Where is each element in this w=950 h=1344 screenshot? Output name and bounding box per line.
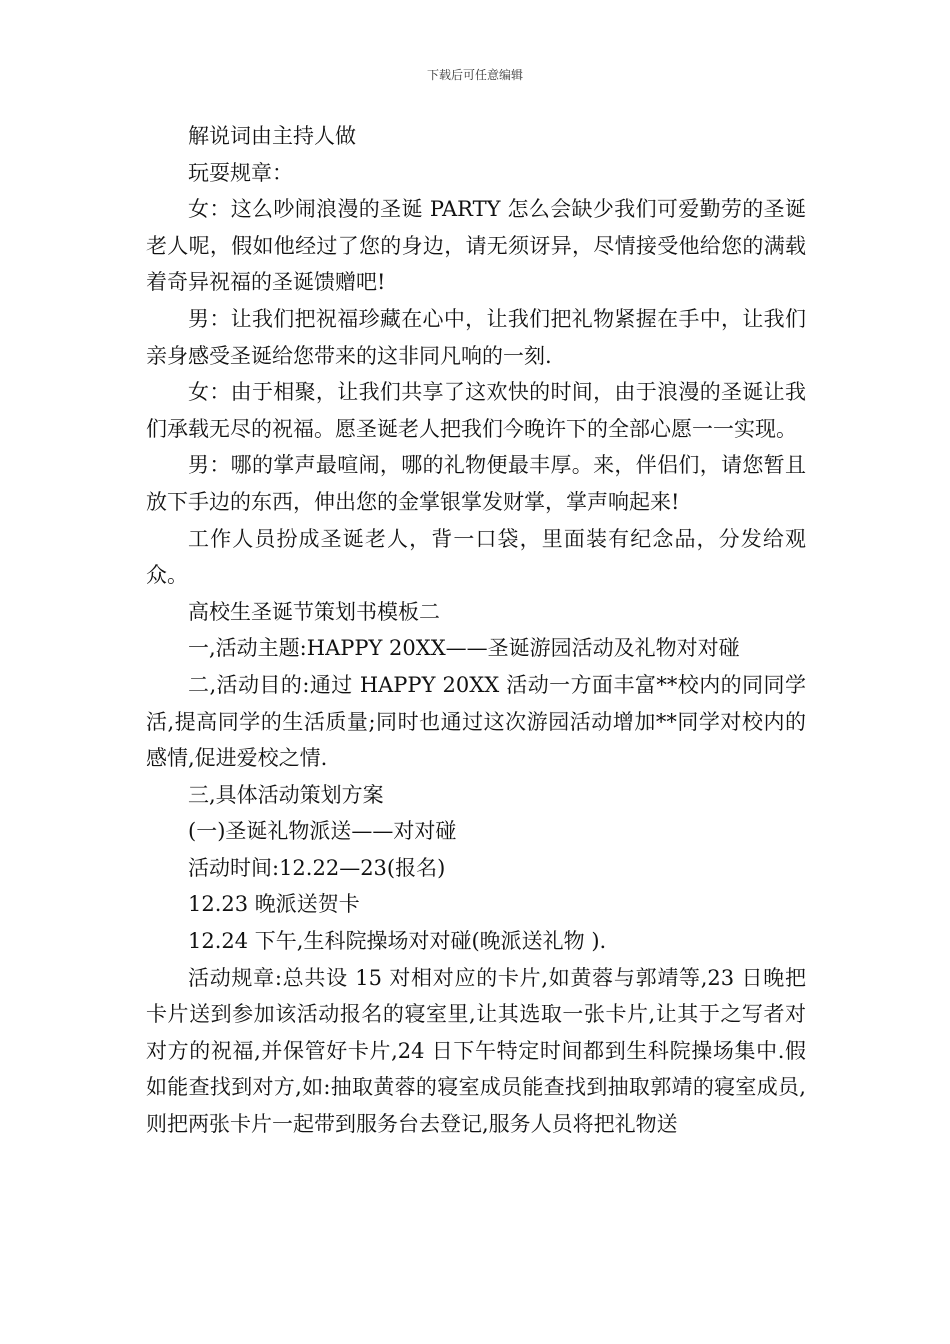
paragraph: 女：这么吵闹浪漫的圣诞 PARTY 怎么会缺少我们可爱勤劳的圣诞老人呢，假如他经过了您的身边，请无须讶异，尽情接受他给您的满载着奇异祝福的圣诞馈赠吧! [146,197,806,295]
paragraph: 12.23 晚派送贺卡 [188,892,360,917]
paragraph: 男：哪的掌声最喧闹，哪的礼物便最丰厚。来，伴侣们，请您暂且放下手边的东西，伸出您的金掌银掌发财掌，掌声响起来! [146,453,806,514]
paragraph: 工作人员扮成圣诞老人，背一口袋，里面装有纪念品，分发给观众。 [146,526,806,588]
paragraph: 一,活动主题:HAPPY 20XX——圣诞游园活动及礼物对对碰 [188,636,740,661]
paragraph: 三,具体活动策划方案 [188,782,384,807]
section-heading: 高校生圣诞节策划书模板二 [188,599,440,624]
paragraph: 12.24 下午,生科院操场对对碰(晚派送礼物 ). [188,929,607,954]
paragraph: 男：让我们把祝福珍藏在心中，让我们把礼物紧握在手中，让我们亲身感受圣诞给您带来的这非同凡响的一刻. [146,306,806,368]
paragraph: 玩耍规章： [188,160,293,185]
document-body [146,118,806,1143]
paragraph: 活动时间:12.22—23(报名) [188,855,446,880]
paragraph: 解说词由主持人做 [188,124,356,148]
paragraph: 活动规章:总共设 15 对相对应的卡片,如黄蓉与郭靖等,23 日晚把卡片送到参加该活动报名的寝室里,让其选取一张卡片,让其于之写者对对方的祝福,并保管好卡片,24 日下午特定时间都到生科院操场集中.假如能查找到对方,如:抽取黄蓉的寝室成员能查找到抽取郭靖的寝室成员,则把两张卡片一起带到服务台去登记,服务人员将把礼物送 [146,965,806,1137]
page-header: 下载后可任意编辑 [426,68,523,82]
paragraph: 女：由于相聚，让我们共享了这欢快的时间，由于浪漫的圣诞让我们承载无尽的祝福。愿圣诞老人把我们今晚许下的全部心愿一一实现。 [146,380,806,441]
paragraph: 二,活动目的:通过 HAPPY 20XX 活动一方面丰富**校内的同同学活,提高同学的生活质量;同时也通过这次游园活动增加**同学对校内的感情,促进爱校之情. [146,672,806,771]
paragraph: (一)圣诞礼物派送——对对碰 [188,819,457,844]
